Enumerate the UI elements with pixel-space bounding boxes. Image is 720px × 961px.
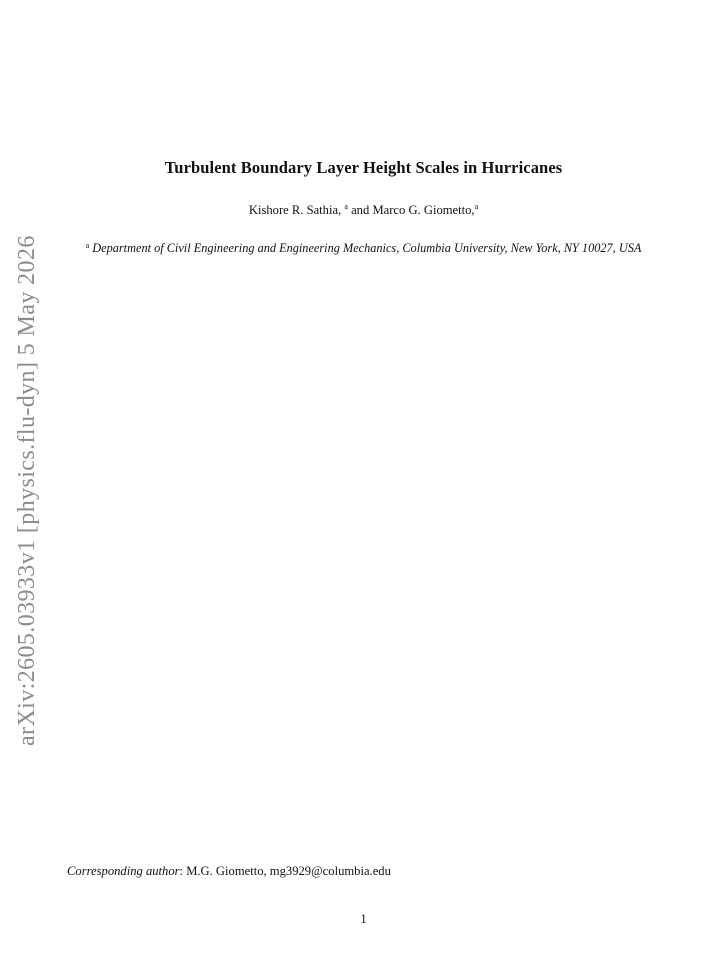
author-name: Marco G. Giometto, [372,203,475,217]
paper-title: Turbulent Boundary Layer Height Scales in Hurricanes [164,158,563,177]
affiliation-mark: a [85,241,90,250]
author-name: Kishore R. Sathia, [248,203,342,217]
corresponding-text: : M.G. Giometto, mg3929@columbia.edu [179,864,391,878]
affiliation [67,236,660,260]
affiliation-text: Department of Civil Engineering and Engineering Mechanics, Columbia University, New York, NY 10027, USA [92,241,642,255]
corresponding-author [67,864,391,879]
page-number: 1 [360,912,367,926]
author-conjunction: and [351,203,370,217]
corresponding-label: Corresponding author [67,864,180,878]
arxiv-stamp: arXiv:2605.03933v1 [physics.flu-dyn] 5 May 2026 [14,235,40,746]
affiliation-mark: a [474,201,479,211]
affiliation-mark: a [344,201,348,211]
author-line [0,203,720,218]
